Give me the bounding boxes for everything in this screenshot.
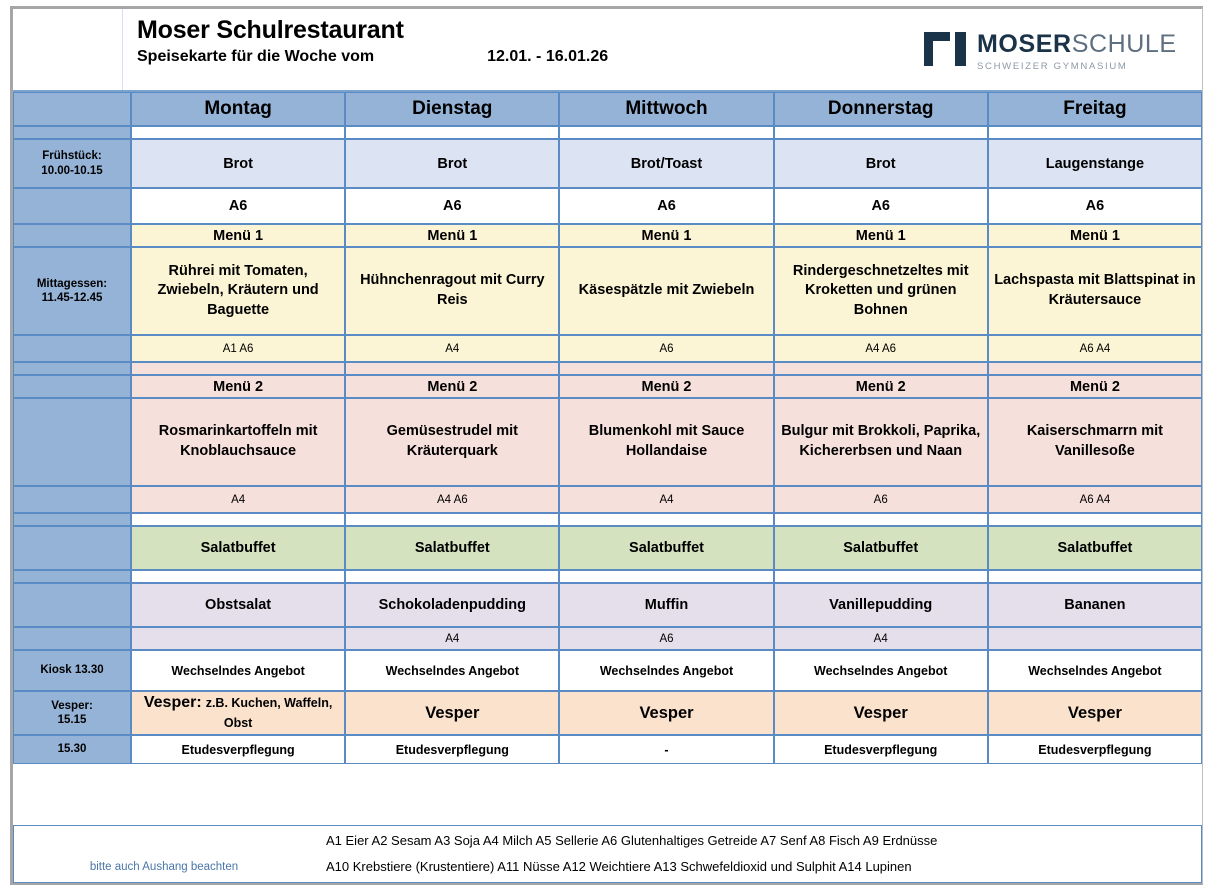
dessert-allergen-row	[13, 627, 1202, 650]
logo-name-bold: MOSER	[977, 29, 1072, 58]
spacer-cell	[131, 362, 345, 375]
page-header	[13, 9, 1202, 92]
legend-text-area	[314, 826, 1201, 882]
spacer-label-1	[13, 126, 131, 139]
menu2-dish-row	[13, 398, 1202, 486]
dessert-allergen-dienstag: A4	[345, 627, 559, 650]
menu2-dish-dienstag: Gemüsestrudel mit Kräuterquark	[345, 398, 559, 486]
day-header-donnerstag: Donnerstag	[774, 92, 988, 126]
vesper-donnerstag: Vesper	[774, 691, 988, 735]
logo-wordmark	[977, 29, 1177, 72]
spacer-label-2	[13, 362, 131, 375]
vesper-freitag: Vesper	[988, 691, 1202, 735]
spacer-cell	[559, 513, 773, 526]
logo-tagline: SCHWEIZER GYMNASIUM	[977, 60, 1128, 72]
salad-donnerstag: Salatbuffet	[774, 526, 988, 570]
dessert-montag: Obstsalat	[131, 583, 345, 627]
day-header-freitag: Freitag	[988, 92, 1202, 126]
spacer-cell	[131, 126, 345, 139]
day-header-dienstag: Dienstag	[345, 92, 559, 126]
dessert-dienstag: Schokoladenpudding	[345, 583, 559, 627]
menu1-dish-mittwoch: Käsespätzle mit Zwiebeln	[559, 247, 773, 335]
spacer-cell	[345, 126, 559, 139]
table-header-row	[13, 92, 1202, 126]
spacer-cell	[345, 570, 559, 583]
spacer-cell	[774, 570, 988, 583]
menu2-dish-montag: Rosmarinkartoffeln mit Knoblauchsauce	[131, 398, 345, 486]
header-subtitle-row	[137, 48, 910, 66]
breakfast-label-line1: Frühstück:	[42, 150, 102, 163]
menu1-tag-mittwoch: Menü 1	[559, 224, 773, 247]
spacer-cell	[774, 513, 988, 526]
menu2-allergen-donnerstag: A6	[774, 486, 988, 513]
breakfast-freitag: Laugenstange	[988, 139, 1202, 188]
vesper-montag-detail: z.B. Kuchen, Waffeln, Obst	[205, 696, 333, 730]
kiosk-mittwoch: Wechselndes Angebot	[559, 650, 773, 691]
restaurant-title: Moser Schulrestaurant	[137, 16, 404, 44]
aushang-note: bitte auch Aushang beachten	[89, 861, 239, 873]
spacer-cell	[774, 362, 988, 375]
menu2-dish-donnerstag: Bulgur mit Brokkoli, Paprika, Kichererbsen und Naan	[774, 398, 988, 486]
menu1-dish-row	[13, 247, 1202, 335]
etude-freitag: Etudesverpflegung	[988, 735, 1202, 764]
menu-table	[13, 92, 1202, 825]
breakfast-allergen-mittwoch: A6	[559, 188, 773, 224]
breakfast-dienstag: Brot	[345, 139, 559, 188]
kiosk-dienstag: Wechselndes Angebot	[345, 650, 559, 691]
lunch-label-top	[13, 224, 131, 247]
menu2-label-mid	[13, 398, 131, 486]
menu1-dish-montag: Rührei mit Tomaten, Zwiebeln, Kräutern und Baguette	[131, 247, 345, 335]
salad-label	[13, 526, 131, 570]
moser-logo-mark-icon	[924, 32, 966, 71]
menu1-dish-donnerstag: Rindergeschnetzeltes mit Kroketten und grünen Bohnen	[774, 247, 988, 335]
spacer-cell	[774, 126, 988, 139]
vesper-montag	[131, 691, 345, 735]
dessert-allergen-freitag	[988, 627, 1202, 650]
menu1-tag-freitag: Menü 1	[988, 224, 1202, 247]
vesper-label-line1: Vesper:	[51, 699, 93, 712]
header-left-spacer	[13, 9, 123, 90]
menu2-allergen-montag: A4	[131, 486, 345, 513]
allergen-label-breakfast	[13, 188, 131, 224]
day-header-mittwoch: Mittwoch	[559, 92, 773, 126]
row-label-lunch	[13, 247, 131, 335]
kiosk-montag: Wechselndes Angebot	[131, 650, 345, 691]
menu-subtitle: Speisekarte für die Woche vom	[137, 48, 375, 65]
menu2-tag-mittwoch: Menü 2	[559, 375, 773, 398]
vesper-montag-text	[135, 693, 341, 732]
menu1-tag-row	[13, 224, 1202, 247]
spacer-cell	[559, 362, 773, 375]
allergen-label-dessert	[13, 627, 131, 650]
row-label-etude	[13, 735, 131, 764]
spacer-cell	[988, 126, 1202, 139]
menu1-tag-donnerstag: Menü 1	[774, 224, 988, 247]
dessert-freitag: Bananen	[988, 583, 1202, 627]
dessert-allergen-montag	[131, 627, 345, 650]
menu2-tag-freitag: Menü 2	[988, 375, 1202, 398]
salad-dienstag: Salatbuffet	[345, 526, 559, 570]
menu2-tag-row	[13, 375, 1202, 398]
spacer-cell	[131, 570, 345, 583]
breakfast-allergen-montag: A6	[131, 188, 345, 224]
kiosk-donnerstag: Wechselndes Angebot	[774, 650, 988, 691]
row-label-kiosk	[13, 650, 131, 691]
logo-name-light: SCHULE	[1071, 29, 1177, 58]
kiosk-row	[13, 650, 1202, 691]
menu1-allergen-dienstag: A4	[345, 335, 559, 362]
salad-montag: Salatbuffet	[131, 526, 345, 570]
menu1-dish-dienstag: Hühnchenragout mit Curry Reis	[345, 247, 559, 335]
etude-donnerstag: Etudesverpflegung	[774, 735, 988, 764]
breakfast-allergen-row	[13, 188, 1202, 224]
etude-row	[13, 735, 1202, 764]
spacer-row-2	[13, 362, 1202, 375]
corner-cell	[13, 92, 131, 126]
vesper-montag-prefix: Vesper:	[143, 694, 202, 712]
school-logo	[910, 9, 1202, 90]
menu-sheet	[10, 6, 1203, 885]
allergen-label-menu2	[13, 486, 131, 513]
menu2-tag-donnerstag: Menü 2	[774, 375, 988, 398]
spacer-cell	[988, 362, 1202, 375]
day-header-montag: Montag	[131, 92, 345, 126]
spacer-cell	[559, 570, 773, 583]
spacer-row-4	[13, 570, 1202, 583]
menu1-tag-dienstag: Menü 1	[345, 224, 559, 247]
menu2-tag-dienstag: Menü 2	[345, 375, 559, 398]
spacer-cell	[988, 570, 1202, 583]
dessert-row	[13, 583, 1202, 627]
legend-note-area	[14, 826, 314, 882]
row-label-breakfast	[13, 139, 131, 188]
menu2-label-top	[13, 375, 131, 398]
logo-name-line	[977, 29, 1177, 58]
kiosk-label-text: Kiosk 13.30	[40, 664, 104, 677]
spacer-cell	[988, 513, 1202, 526]
vesper-row	[13, 691, 1202, 735]
breakfast-allergen-freitag: A6	[988, 188, 1202, 224]
allergen-legend-line-2: A10 Krebstiere (Krustentiere) A11 Nüsse A12 Weichtiere A13 Schwefeldioxid und Sulphit A14 Lupinen	[326, 859, 912, 874]
breakfast-row	[13, 139, 1202, 188]
lunch-label-line2: 11.45-12.45	[41, 292, 103, 304]
menu1-allergen-mittwoch: A6	[559, 335, 773, 362]
breakfast-mittwoch: Brot/Toast	[559, 139, 773, 188]
etude-montag: Etudesverpflegung	[131, 735, 345, 764]
allergen-label-menu1	[13, 335, 131, 362]
breakfast-donnerstag: Brot	[774, 139, 988, 188]
vesper-dienstag: Vesper	[345, 691, 559, 735]
menu1-dish-freitag: Lachspasta mit Blattspinat in Kräutersauce	[988, 247, 1202, 335]
breakfast-montag: Brot	[131, 139, 345, 188]
menu2-dish-freitag: Kaiserschmarrn mit Vanillesoße	[988, 398, 1202, 486]
menu2-tag-montag: Menü 2	[131, 375, 345, 398]
spacer-row-1	[13, 126, 1202, 139]
dessert-allergen-donnerstag: A4	[774, 627, 988, 650]
spacer-cell	[559, 126, 773, 139]
salad-row	[13, 526, 1202, 570]
spacer-cell	[345, 513, 559, 526]
menu2-allergen-mittwoch: A4	[559, 486, 773, 513]
etude-dienstag: Etudesverpflegung	[345, 735, 559, 764]
menu2-allergen-dienstag: A4 A6	[345, 486, 559, 513]
header-title-block	[123, 9, 910, 90]
menu1-allergen-freitag: A6 A4	[988, 335, 1202, 362]
spacer-label-4	[13, 570, 131, 583]
salad-freitag: Salatbuffet	[988, 526, 1202, 570]
breakfast-label-line2: 10.00-10.15	[41, 164, 103, 177]
dessert-label	[13, 583, 131, 627]
week-date-range: 12.01. - 16.01.26	[487, 48, 609, 65]
kiosk-freitag: Wechselndes Angebot	[988, 650, 1202, 691]
allergen-legend	[13, 825, 1202, 883]
allergen-legend-line-1: A1 Eier A2 Sesam A3 Soja A4 Milch A5 Sellerie A6 Glutenhaltiges Getreide A7 Senf A8 Fisch A9 Erdnüsse	[326, 833, 938, 848]
vesper-mittwoch: Vesper	[559, 691, 773, 735]
spacer-label-3	[13, 513, 131, 526]
etude-label-text: 15.30	[57, 743, 87, 756]
vesper-label-line2: 15.15	[57, 714, 87, 726]
dessert-donnerstag: Vanillepudding	[774, 583, 988, 627]
menu2-dish-mittwoch: Blumenkohl mit Sauce Hollandaise	[559, 398, 773, 486]
etude-mittwoch: -	[559, 735, 773, 764]
dessert-mittwoch: Muffin	[559, 583, 773, 627]
row-label-vesper	[13, 691, 131, 735]
spacer-cell	[345, 362, 559, 375]
menu1-tag-montag: Menü 1	[131, 224, 345, 247]
lunch-label-line1: Mittagessen:	[36, 277, 108, 290]
dessert-allergen-mittwoch: A6	[559, 627, 773, 650]
breakfast-allergen-dienstag: A6	[345, 188, 559, 224]
spacer-row-3	[13, 513, 1202, 526]
menu1-allergen-montag: A1 A6	[131, 335, 345, 362]
salad-mittwoch: Salatbuffet	[559, 526, 773, 570]
spacer-cell	[131, 513, 345, 526]
menu2-allergen-freitag: A6 A4	[988, 486, 1202, 513]
breakfast-allergen-donnerstag: A6	[774, 188, 988, 224]
menu2-allergen-row	[13, 486, 1202, 513]
menu1-allergen-donnerstag: A4 A6	[774, 335, 988, 362]
menu1-allergen-row	[13, 335, 1202, 362]
